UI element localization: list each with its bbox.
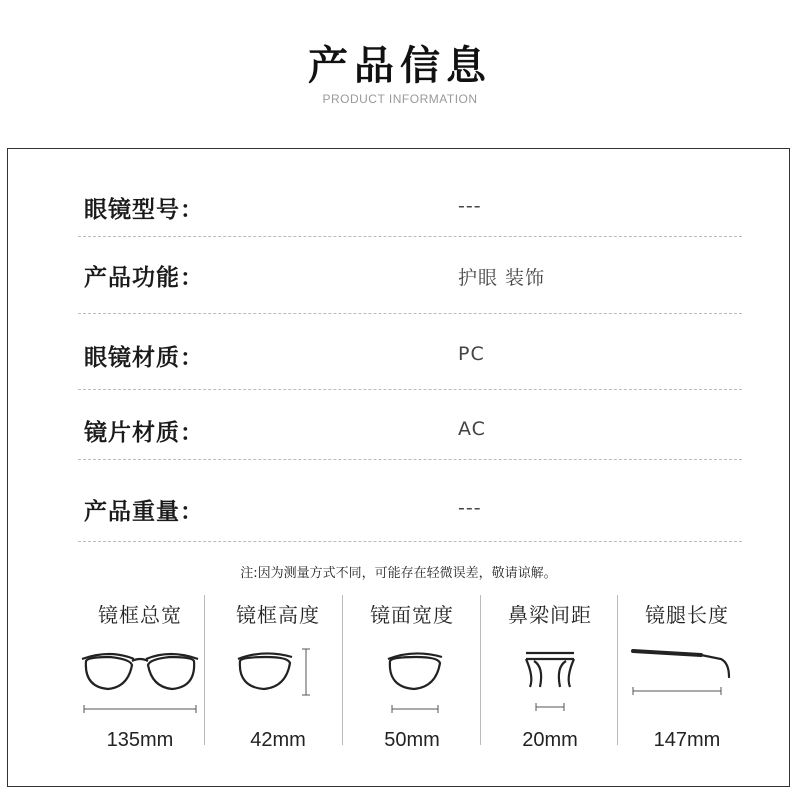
dim-value: 50mm <box>384 729 440 751</box>
spec-label: 眼镜材质： <box>84 345 204 371</box>
glasses-front-icon <box>70 637 210 717</box>
dim-bridge-distance <box>480 589 620 759</box>
spec-row-frame-material <box>8 325 789 385</box>
row-divider <box>78 459 742 460</box>
spec-value: AC <box>458 418 486 440</box>
spec-label: 产品重量： <box>84 499 204 525</box>
dim-title: 镜框高度 <box>236 603 320 627</box>
nose-bridge-icon <box>480 637 620 717</box>
spec-row-weight <box>8 479 789 539</box>
dim-temple-length <box>617 589 757 759</box>
page-subtitle: PRODUCT INFORMATION <box>322 92 478 106</box>
row-divider <box>78 313 742 314</box>
row-divider <box>78 236 742 237</box>
dim-total-width <box>70 589 210 759</box>
dim-value: 20mm <box>522 729 578 751</box>
spec-row-lens-material <box>8 400 789 460</box>
single-lens-height-icon <box>208 637 348 717</box>
row-divider <box>78 541 742 542</box>
spec-value: --- <box>458 497 482 519</box>
dim-title: 镜面宽度 <box>370 603 454 627</box>
measurement-note: 注:因为测量方式不同，可能存在轻微误差，敬请谅解。 <box>240 566 557 581</box>
dim-value: 42mm <box>250 729 306 751</box>
dim-title: 镜框总宽 <box>98 603 182 627</box>
dim-frame-height <box>208 589 348 759</box>
spec-value: PC <box>458 343 485 365</box>
dim-lens-width <box>342 589 482 759</box>
row-divider <box>78 389 742 390</box>
dim-title: 鼻梁间距 <box>508 603 592 627</box>
spec-row-function <box>8 245 789 305</box>
dim-title: 镜腿长度 <box>645 603 729 627</box>
spec-label: 产品功能： <box>84 265 204 291</box>
dimension-strip <box>8 589 789 779</box>
spec-label: 眼镜型号： <box>84 197 204 223</box>
dim-value: 135mm <box>106 729 174 751</box>
single-lens-width-icon <box>342 637 482 717</box>
spec-row-model <box>8 177 789 237</box>
spec-value: 护眼 装饰 <box>458 267 546 289</box>
dim-value: 147mm <box>653 729 721 751</box>
dim-separator <box>204 595 205 745</box>
temple-arm-icon <box>617 637 757 717</box>
page-title: 产品信息 <box>308 43 492 89</box>
spec-label: 镜片材质： <box>84 420 204 446</box>
spec-value: --- <box>458 195 482 217</box>
spec-panel <box>7 148 790 787</box>
